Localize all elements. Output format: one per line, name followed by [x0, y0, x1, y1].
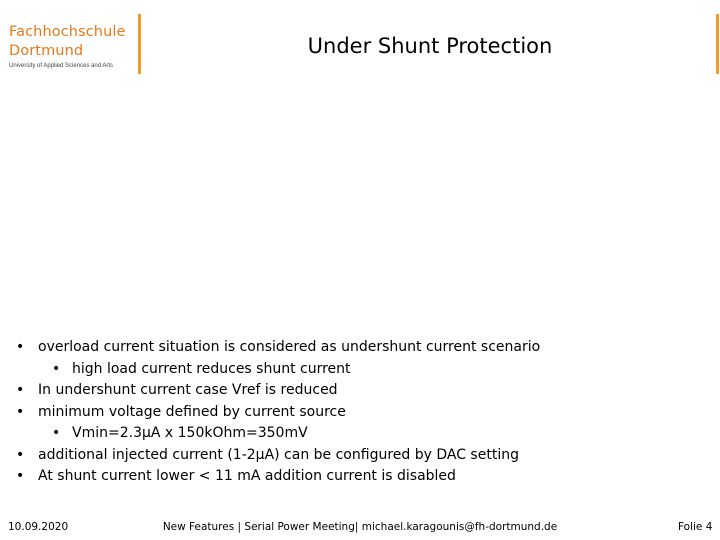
footer-presentation-info: New Features | Serial Power Meeting| michael.karagounis@fh-dortmund.de [162, 521, 558, 533]
bullet-marker: • [16, 403, 25, 420]
bullet-marker: • [16, 382, 25, 398]
bullet-text: high load current reduces shunt current [72, 360, 351, 377]
bullet-marker: • [16, 468, 25, 484]
bullet-item [14, 337, 540, 359]
logo-subline: University of Applied Sciences and Arts [9, 63, 114, 69]
footer-date: 10.09.2020 [8, 521, 69, 533]
bullet-marker: • [52, 425, 61, 441]
sub-bullet-item [14, 359, 540, 381]
bullet-list [14, 337, 540, 488]
bullet-text: At shunt current lower < 11 mA addition current is disabled [38, 468, 456, 484]
bullet-item [14, 466, 540, 488]
bullet-text: additional injected current (1-2µA) can be configured by DAC setting [38, 446, 519, 463]
footer-page-number: Folie 4 [678, 521, 713, 533]
bullet-text: Vmin=2.3µA x 150kOhm=350mV [72, 425, 308, 441]
bullet-item [14, 402, 540, 424]
sub-bullet-item [14, 423, 540, 445]
logo-name-line1: Fachhochschule [9, 24, 126, 40]
bullet-item [14, 445, 540, 467]
bullet-marker: • [16, 446, 25, 463]
bullet-text: overload current situation is considered as undershunt current scenario [38, 339, 541, 355]
bullet-item [14, 380, 540, 402]
header-accent-rule [716, 14, 719, 74]
bullet-text: In undershunt current case Vref is reduced [38, 382, 338, 398]
university-logo [3, 14, 141, 74]
bullet-marker: • [52, 360, 61, 377]
logo-name-line2: Dortmund [9, 43, 84, 59]
slide-title: Under Shunt Protection [307, 34, 553, 58]
bullet-text: minimum voltage defined by current source [38, 403, 346, 420]
bullet-marker: • [16, 339, 25, 355]
